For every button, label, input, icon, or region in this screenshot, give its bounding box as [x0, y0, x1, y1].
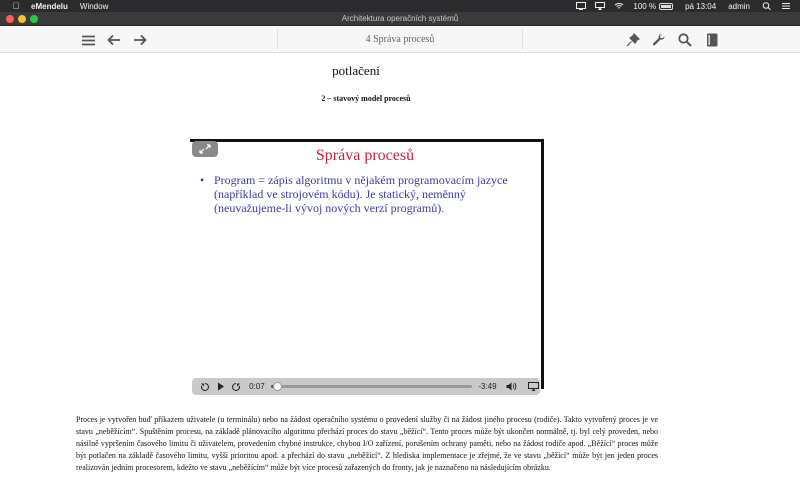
- back-arrow-icon[interactable]: [105, 31, 123, 49]
- search-icon[interactable]: [676, 31, 694, 49]
- wrench-settings-icon[interactable]: [650, 31, 668, 49]
- battery-icon: [659, 3, 673, 10]
- slide-bullet-text: Program = zápis algoritmu v nějakém programovacím jazyce (například ve strojovém kódu). Je statický, neměnný (neuvažujeme-li vývoj nových verzí programů).: [214, 173, 508, 215]
- play-icon[interactable]: [214, 380, 228, 394]
- airplay-video-icon[interactable]: [526, 380, 540, 394]
- current-time: 0:07: [249, 382, 265, 391]
- forward-arrow-icon[interactable]: [131, 31, 149, 49]
- document-content: [0, 53, 800, 500]
- figure-caption: 2 – stavový model procesů: [321, 94, 411, 103]
- screen-share-icon[interactable]: [576, 2, 586, 10]
- toolbar-divider: [522, 29, 523, 50]
- library-book-icon[interactable]: [703, 31, 721, 49]
- skip-forward-icon[interactable]: [229, 380, 243, 394]
- chapter-title: 4 Správa procesů: [365, 34, 435, 45]
- skip-back-icon[interactable]: [198, 380, 212, 394]
- airplay-icon[interactable]: [595, 2, 605, 10]
- window-title-bar: [0, 12, 800, 26]
- toolbar-divider: [277, 29, 278, 50]
- remaining-time: -3:49: [478, 382, 497, 391]
- slide-bullet: [200, 173, 530, 215]
- video-controls: [192, 378, 540, 395]
- video-frame-top: [190, 139, 544, 142]
- window-title: Architektura operačních systémů: [341, 14, 459, 23]
- menu-bar: [0, 0, 800, 12]
- volume-icon[interactable]: [505, 380, 519, 394]
- body-paragraph: Proces je vytvořen buď příkazem uživatele (u terminálu) nebo na žádost operačního systému o provedení služby či na žádost jiného procesu (rodiče). Takto vytvořený proces je ve stavu „neběžícím“. Spuštěním procesu, na základě plánovacího algoritmu přechází proces do stavu „běžící“. Tento proces může být ukončen normálně, tj. byl celý proveden, nebo násilně vypršením časového limitu či uživatelem, provedením chybné instrukce, chybou I/O zařízení, porušením ochrany paměti, nebo na žádost rodiče apod. „Běžící“ proces může být potlačen na základě časového limitu, vyšší prioritou apod. a přechází do stavu „neběžící“. Z hlediska implementace je zřejmé, že ve stavu „běžící“ může být jen jeden proces realizován jedním procesorem, kdežto ve stavu „neběžícím“ může být více procesů zařazených do fronty, jak je naznačeno na následujícím obrázku.: [76, 415, 658, 472]
- wifi-icon[interactable]: [614, 2, 624, 10]
- notification-center-icon[interactable]: [781, 2, 791, 10]
- user-menu[interactable]: admin: [728, 1, 750, 11]
- seek-handle[interactable]: [273, 382, 282, 391]
- battery-indicator[interactable]: [633, 2, 673, 11]
- search-spotlight-icon[interactable]: [762, 2, 772, 10]
- app-menu[interactable]: eMendelu: [31, 1, 68, 11]
- video-frame-right: [541, 139, 544, 389]
- video-player[interactable]: [190, 139, 544, 396]
- seek-bar[interactable]: [271, 385, 473, 388]
- bullet-dot: •: [200, 173, 205, 187]
- battery-percent: 100 %: [633, 1, 657, 11]
- slide-title: Správa procesů: [315, 147, 415, 164]
- toolbar: [0, 26, 800, 53]
- table-of-contents-icon[interactable]: [79, 31, 97, 49]
- clock[interactable]: pá 13:04: [685, 1, 717, 11]
- apple-menu-icon[interactable]: [11, 1, 21, 11]
- section-heading: potlačení: [332, 63, 380, 78]
- bookmark-pin-icon[interactable]: [624, 31, 642, 49]
- window-menu[interactable]: Window: [79, 1, 109, 11]
